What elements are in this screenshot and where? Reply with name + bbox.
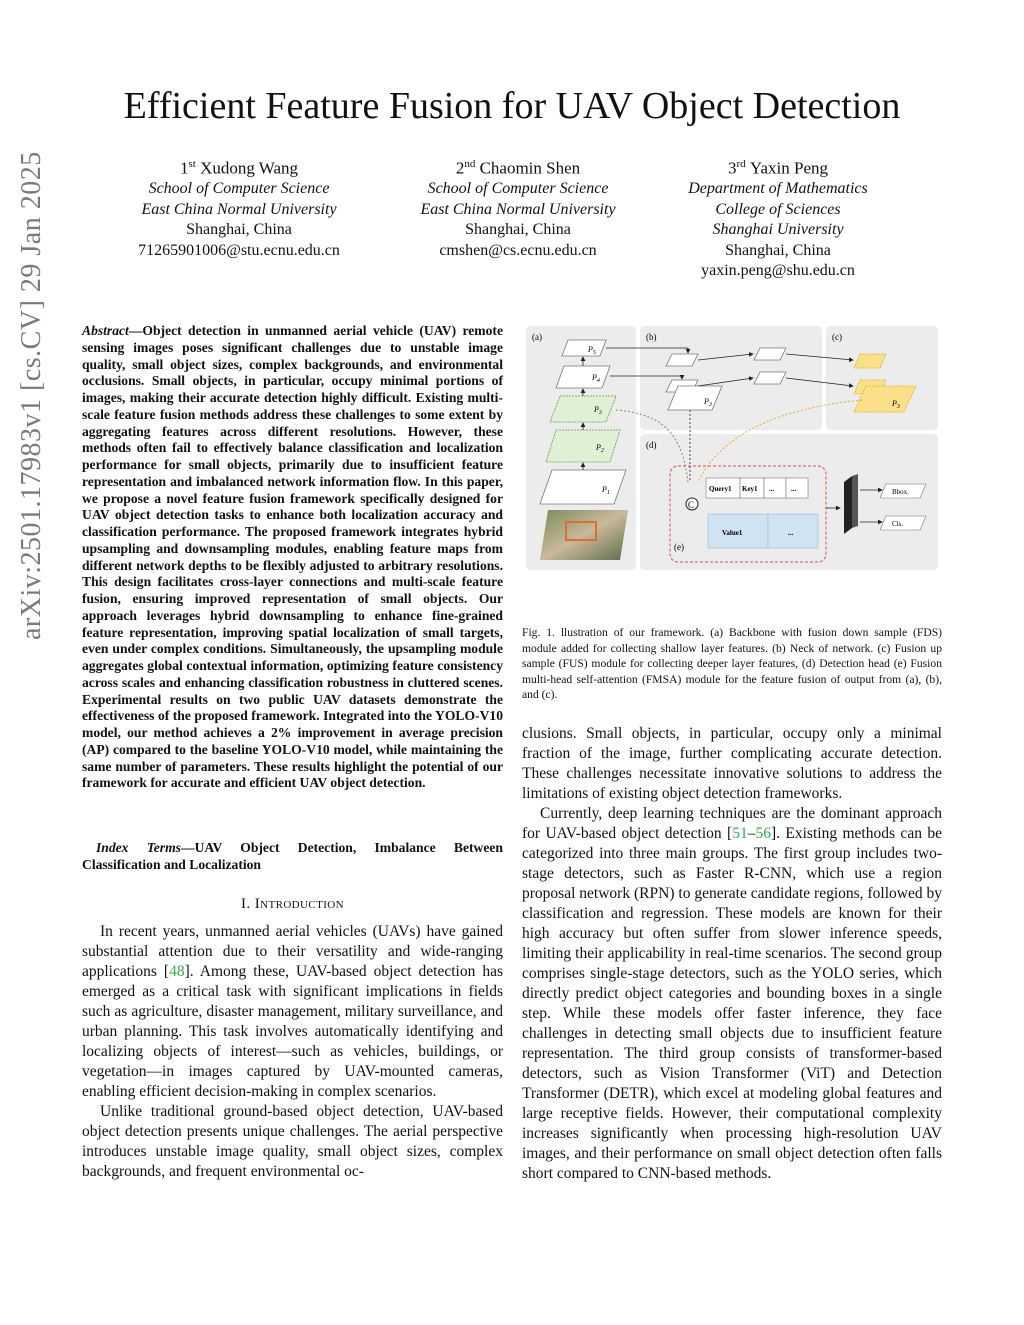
neck-p3-map (668, 386, 722, 410)
author-2-name: Chaomin Shen (479, 158, 581, 178)
p3-letter: P (594, 405, 599, 414)
author-3-email: yaxin.peng@shu.edu.cn (701, 262, 855, 280)
author-3-ord-sup: rd (736, 158, 746, 170)
author-3 (628, 154, 928, 282)
author-1-affil2: East China Normal University (141, 200, 337, 218)
arxiv-stamp: arXiv:2501.17983v1 [cs.CV] 29 Jan 2025 (16, 151, 47, 640)
author-2 (368, 154, 668, 261)
p4-letter: P (592, 373, 597, 382)
intro-p1-text-a: In recent years, unmanned aerial vehicles (UAVs) have gained substantial attention due to their versatility and wide-ranging applications [ (82, 923, 503, 980)
abstract (82, 323, 503, 792)
author-3-city: Shanghai, China (725, 241, 831, 259)
panel-a-label: (a) (532, 332, 542, 342)
intro-column (82, 922, 503, 1182)
author-3-affil2: College of Sciences (715, 200, 841, 218)
framework-diagram (522, 322, 942, 574)
section-number: I. (241, 896, 251, 912)
panel-c-label: (c) (832, 332, 842, 342)
p3-map (550, 396, 616, 422)
qk-dots-1: ... (769, 485, 775, 493)
index-terms (82, 840, 503, 874)
index-terms-text: —UAV Object Detection, Imbalance Between Classification and Localization (82, 840, 503, 872)
right-column (522, 724, 942, 1184)
author-2-affil2: East China Normal University (420, 200, 616, 218)
panel-d-bg (640, 434, 938, 570)
neck-map-3 (754, 348, 786, 360)
panel-c-bg (826, 326, 938, 430)
author-1-email: 71265901006@stu.ecnu.edu.cn (138, 241, 340, 259)
author-2-ord-sup: nd (464, 158, 476, 170)
p4-sub: 4 (596, 378, 600, 384)
right-paragraph-2 (522, 804, 942, 1184)
query-label: Query1 (709, 485, 732, 493)
value-dots: ... (788, 529, 794, 537)
author-3-name: Yaxin Peng (749, 158, 828, 178)
author-3-affil3: Shanghai University (712, 221, 844, 239)
section-heading (82, 896, 503, 913)
author-1-city: Shanghai, China (186, 221, 292, 239)
p2-letter: P (596, 443, 601, 452)
p1-letter: P (602, 485, 607, 494)
p5-letter: P (588, 345, 593, 354)
intro-p1-text-b: ]. Among these, UAV-based object detection has emerged as a critical task with significant implications in fields such as agriculture, disaster management, military surveillance, and urban planning. This task involves automatically identifying and localizing objects of interest—such as vehicles, buildings, or vegetation—in images captured by UAV-mounted cameras, enabling efficient decision-making in complex scenarios. (82, 963, 504, 1100)
author-2-ord: 2 (455, 158, 465, 178)
qk-dots-box-2 (786, 478, 808, 498)
citation-dash: – (747, 825, 756, 842)
citation-link[interactable]: 48 (169, 963, 185, 980)
abstract-text: —Object detection in unmanned aerial vehicle (UAV) remote sensing images poses significant challenges due to unstable image quality, small object sizes, complex backgrounds, and environmental occlusions. Small objects, in particular, occupy minimal portions of images, making their accurate detection highly difficult. Existing multi-scale feature fusion methods address these challenges to some extent by aggregating features across different resolutions. However, these methods often fail to effectively balance classification and localization performance for small objects, primarily due to insufficient feature representation and imbalanced network information flow. In this paper, we propose a novel feature fusion framework specifically designed for UAV object detection tasks to enhance both localization accuracy and classification performance. The proposed framework integrates hybrid upsampling and downsampling modules, enabling feature maps from different network depths to be flexibly adjusted to arbitrary resolutions. This design facilitates cross-layer connections and multi-scale feature fusion, ensuring improved representation of small objects. Our approach leverages hybrid downsampling to enhance fine-grained feature representation, improving spatial localization of small targets, even under complex conditions. Simultaneously, the upsampling module aggregates global contextual information, optimizing feature consistency across scales and enhancing classification robustness in cluttered scenes. Experimental results on two public UAV datasets demonstrate the effectiveness of the proposed framework. Integrated into the YOLO-V10 model, our method achieves a 2% improvement in average precision (AP) compared to the baseline YOLO-V10 model, while maintaining the same number of parameters. These results highlight the potential of our framework for accurate and efficient UAV object detection. (82, 323, 503, 791)
fus-p3-sub: 3 (896, 404, 900, 410)
p3-sub: 3 (598, 410, 602, 416)
author-1-name: Xudong Wang (200, 158, 299, 178)
citation-link-56[interactable]: 56 (755, 825, 771, 842)
concat-label: C (688, 500, 695, 510)
author-3-affil1: Department of Mathematics (688, 180, 868, 198)
neck-map-1 (666, 354, 698, 366)
framework-figure (522, 322, 942, 574)
author-1-ord-sup: st (188, 158, 196, 170)
p5-sub: 5 (592, 350, 596, 356)
p4-map (556, 366, 610, 388)
head-block (844, 476, 852, 534)
bbox-label: Bbox. (892, 488, 909, 496)
index-terms-label: Index Terms (96, 840, 181, 855)
abstract-label: Abstract (82, 323, 129, 338)
author-1 (89, 154, 389, 261)
author-2-affil1: School of Computer Science (427, 180, 609, 198)
neck-p3-letter: P (704, 397, 709, 406)
author-3-ord: 3 (727, 158, 737, 178)
panel-e-label: (e) (674, 542, 684, 552)
right-p2-text-b: ]. Existing methods can be categorized into three main groups. The first group includes two-stage detectors, such as Faster R-CNN, which use a region proposal network (RPN) to generate candidate regions, followed by classification and regression. These models are known for their high accuracy but often suffer from slower inference speeds, limiting their applicability in real-time scenarios. The second group comprises single-stage detectors, such as the YOLO series, which directly predict object categories and bounding boxes in a single step. While these models offer faster inference, they face challenges in detecting small objects due to insufficient feature representation. The third group consists of transformer-based detectors, such as Vision Transformer (ViT) and Detection Transformer (DETR), which excel at modeling global features and large receptive fields. However, their computational complexity increases significantly when processing high-resolution UAV images, and their performance on small object detection often falls short compared to CNN-based methods. (522, 825, 942, 1182)
neck-p3-sub: 3 (708, 402, 712, 408)
section-title: Introduction (254, 896, 344, 912)
p1-map (540, 470, 626, 504)
right-p2-text-a: Currently, deep learning techniques are the dominant approach for UAV-based object detection [ (522, 805, 942, 842)
key-label: Key1 (742, 485, 758, 493)
p2-map (546, 430, 620, 462)
head-block-side (852, 474, 858, 528)
neck-map-4 (754, 372, 786, 384)
fus-p3-letter: P (892, 399, 897, 408)
qk-dots-box-1 (764, 478, 786, 498)
citation-link-51[interactable]: 51 (732, 825, 748, 842)
paper-title: Efficient Feature Fusion for UAV Object Detection (123, 85, 901, 127)
qk-dots-2: ... (791, 485, 797, 493)
author-2-city: Shanghai, China (465, 221, 571, 239)
author-2-email: cmshen@cs.ecnu.edu.cn (439, 241, 597, 259)
panel-b-label: (b) (646, 332, 657, 342)
figure-caption: Fig. 1. llustration of our framework. (a) Backbone with fusion down sample (FDS) module added for collecting shallow layer features. (b) Neck of network. (c) Fusion up sample (FUS) module for collecting deeper layer features, (d) Detection head (e) Fusion multi-head self-attention (FMSA) module for the feature fusion of output from (a), (b), and (c). (522, 626, 942, 701)
panel-d-label: (d) (646, 440, 657, 450)
p1-sub: 1 (606, 490, 610, 496)
p2-sub: 2 (600, 448, 604, 454)
value-label: Value1 (722, 529, 743, 537)
input-aerial-image (540, 510, 628, 560)
cls-label: Cls. (892, 520, 904, 528)
intro-paragraph-2: Unlike traditional ground-based object detection, UAV-based object detection presents unique challenges. The aerial perspective introduces unstable image quality, small object sizes, complex backgrounds, and frequent environmental oc- (82, 1103, 503, 1180)
right-paragraph-1: clusions. Small objects, in particular, occupy only a minimal fraction of the image, further complicating accurate detection. These challenges necessitate innovative solutions to address the limitations of existing object detection frameworks. (522, 725, 942, 802)
author-1-ord: 1 (179, 158, 189, 178)
author-1-affil1: School of Computer Science (148, 180, 330, 198)
p5-map (562, 340, 606, 356)
intro-paragraph-1 (82, 922, 503, 1102)
panel-b-bg (640, 326, 822, 430)
